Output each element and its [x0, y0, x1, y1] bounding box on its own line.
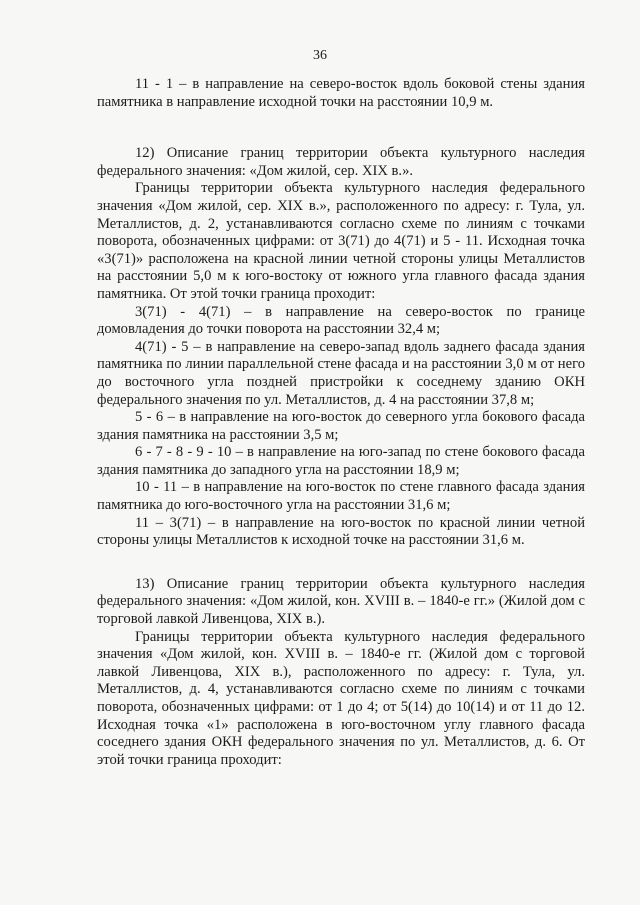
page-number: 36 — [313, 48, 327, 63]
segment-4-71-5: 4(71) - 5 – в направление на северо-запад вдоль заднего фасада здания памятника по линии параллельной стене фасада и на расстоянии 3,0 м от него до восточного угла поздней пристройки к соседнему зданию ОКН федерального значения по ул. Металлистов, д. 4 на расстоянии 37,8 м; — [97, 338, 585, 408]
section-13-heading: 13) Описание границ территории объекта культурного наследия федерального значения: «Дом жилой, кон. XVIII в. – 1840-е гг.» (Жилой дом с торговой лавкой Ливенцова, XIX в.). — [97, 575, 585, 628]
document-body — [97, 76, 585, 769]
paragraph-segment-11-1: 11 - 1 – в направление на северо-восток вдоль боковой стены здания памятника в направление исходной точки на расстоянии 10,9 м. — [97, 76, 585, 110]
segment-6-10: 6 - 7 - 8 - 9 - 10 – в направление на юго-запад по стене бокового фасада здания памятника до западного угла на расстоянии 18,9 м; — [97, 444, 585, 478]
section-13-description: Границы территории объекта культурного наследия федерального значения «Дом жилой, кон. XVIII в. – 1840-е гг. (Жилой дом с торговой лавкой Ливенцова, XIX в.), расположенного по адресу: г. Тула, ул. Металлистов, д. 4, устанавливаются согласно схеме по линиям с точками поворота, обозначенных цифрами: от 1 до 4; от 5(14) до 10(14) и от 11 до 12. Исходная точка «1» расположена в юго-восточном углу главного фасада соседнего здания ОКН федерального значения по ул. Металлистов, д. 6. От этой точки граница проходит: — [97, 628, 585, 768]
section-12-description: Границы территории объекта культурного наследия федерального значения «Дом жилой, сер. XIX в.», расположенного по адресу: г. Тула, ул. Металлистов, д. 2, устанавливаются согласно схеме по линиям с точками поворота, обозначенных цифрами: от 3(71) до 4(71) и 5 - 11. Исходная точка «3(71)» расположена на красной линии четной стороны улицы Металлистов на расстоянии 5,0 м к юго-востоку от южного угла главного фасада здания памятника. От этой точки граница проходит: — [97, 180, 585, 302]
segment-11-3-71: 11 – 3(71) – в направление на юго-восток по красной линии четной стороны улицы Металлистов к исходной точке на расстоянии 31,6 м. — [97, 514, 585, 549]
segment-5-6: 5 - 6 – в направление на юго-восток до северного угла бокового фасада здания памятника на расстоянии 3,5 м; — [97, 409, 585, 443]
segment-3-71-4-71: 3(71) - 4(71) – в направление на северо-восток по границе домовладения до точки поворота на расстоянии 32,4 м; — [97, 303, 585, 338]
section-12-heading: 12) Описание границ территории объекта культурного наследия федерального значения: «Дом жилой, сер. XIX в.». — [97, 145, 585, 179]
segment-10-11: 10 - 11 – в направление на юго-восток по стене главного фасада здания памятника до юго-восточного угла на расстоянии 31,6 м; — [97, 479, 585, 514]
